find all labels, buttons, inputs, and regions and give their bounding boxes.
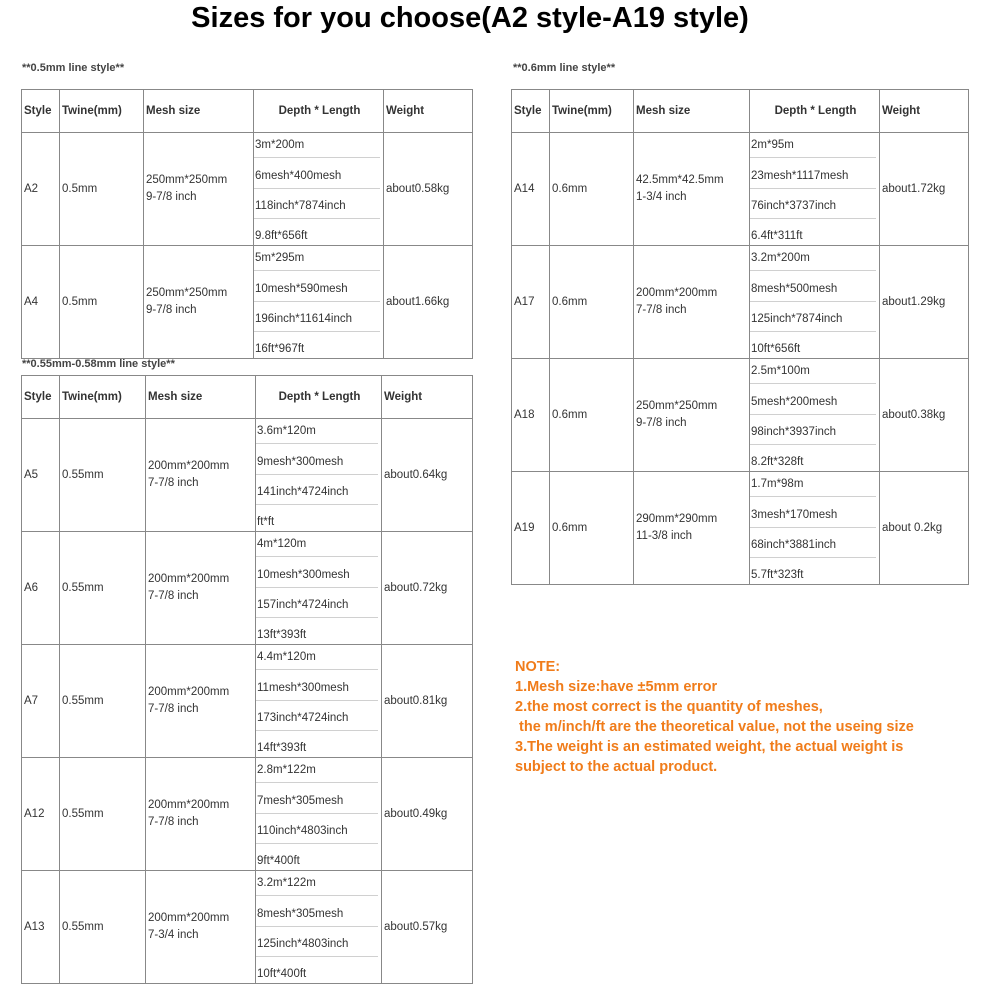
cell-twine: 0.55mm <box>60 871 146 984</box>
depth-length-line: ft*ft <box>257 515 275 528</box>
cell-twine: 0.6mm <box>550 246 634 359</box>
column-header-mesh: Mesh size <box>146 376 256 419</box>
column-header-style: Style <box>512 90 550 133</box>
depth-length-line: 8.2ft*328ft <box>751 455 804 468</box>
depth-length-line: 125inch*4803inch <box>256 932 378 957</box>
table-row <box>22 645 473 758</box>
table-caption-06: **0.6mm line style** <box>513 62 616 74</box>
cell-depth-length <box>750 359 880 472</box>
depth-length-line: 10mesh*300mesh <box>256 563 378 588</box>
column-header-style: Style <box>22 376 60 419</box>
cell-twine: 0.5mm <box>60 133 144 246</box>
cell-mesh-size <box>146 871 256 984</box>
mesh-size-line: 7-7/8 inch <box>148 816 199 828</box>
depth-length-line: 14ft*393ft <box>257 741 307 754</box>
cell-mesh-size <box>144 246 254 359</box>
table-row <box>512 359 969 472</box>
cell-weight: about0.38kg <box>880 359 969 472</box>
depth-length-line: 11mesh*300mesh <box>256 676 378 701</box>
mesh-size-line: 9-7/8 inch <box>146 191 197 203</box>
column-header-weight: Weight <box>382 376 473 419</box>
mesh-size-line: 1-3/4 inch <box>636 191 687 203</box>
mesh-size-line: 42.5mm*42.5mm <box>636 173 724 186</box>
cell-depth-length <box>256 758 382 871</box>
table-row <box>22 419 473 532</box>
depth-length-line: 141inch*4724inch <box>256 480 378 505</box>
cell-weight: about1.66kg <box>384 246 473 359</box>
spec-table-06 <box>511 89 969 585</box>
mesh-size-line: 7-7/8 inch <box>148 477 199 489</box>
mesh-size-line: 9-7/8 inch <box>636 417 687 429</box>
table-row <box>22 133 473 246</box>
depth-length-line: 8mesh*305mesh <box>256 902 378 927</box>
cell-depth-length <box>256 871 382 984</box>
column-header-mesh: Mesh size <box>634 90 750 133</box>
depth-length-line: 6mesh*400mesh <box>254 164 380 189</box>
cell-twine: 0.6mm <box>550 472 634 585</box>
cell-weight: about1.29kg <box>880 246 969 359</box>
depth-length-line: 2m*95m <box>750 133 876 158</box>
mesh-size-line: 7-7/8 inch <box>148 703 199 715</box>
column-header-twine: Twine(mm) <box>60 90 144 133</box>
mesh-size-line: 7-7/8 inch <box>636 304 687 316</box>
spec-table-05 <box>21 89 473 359</box>
cell-twine: 0.55mm <box>60 645 146 758</box>
mesh-size-line: 9-7/8 inch <box>146 304 197 316</box>
cell-weight: about0.49kg <box>382 758 473 871</box>
depth-length-line: 5mesh*200mesh <box>750 390 876 415</box>
table-row <box>22 758 473 871</box>
table-header-row <box>22 376 473 419</box>
cell-weight: about 0.2kg <box>880 472 969 585</box>
cell-mesh-size <box>634 246 750 359</box>
cell-style: A14 <box>512 133 550 246</box>
cell-mesh-size <box>634 472 750 585</box>
cell-depth-length <box>254 246 384 359</box>
depth-length-line: 10mesh*590mesh <box>254 277 380 302</box>
depth-length-line: 110inch*4803inch <box>256 819 378 844</box>
cell-weight: about0.64kg <box>382 419 473 532</box>
note-line-2: 2.the most correct is the quantity of meshes, <box>515 699 823 715</box>
depth-length-line: 9mesh*300mesh <box>256 450 378 475</box>
cell-depth-length <box>256 532 382 645</box>
cell-weight: about1.72kg <box>880 133 969 246</box>
depth-length-line: 13ft*393ft <box>257 628 307 641</box>
cell-twine: 0.5mm <box>60 246 144 359</box>
mesh-size-line: 200mm*200mm <box>148 572 230 585</box>
cell-weight: about0.81kg <box>382 645 473 758</box>
cell-depth-length <box>256 419 382 532</box>
cell-style: A2 <box>22 133 60 246</box>
depth-length-line: 9.8ft*656ft <box>255 229 308 242</box>
depth-length-line: 2.5m*100m <box>750 359 876 384</box>
cell-mesh-size <box>634 359 750 472</box>
depth-length-line: 1.7m*98m <box>750 472 876 497</box>
mesh-size-line: 200mm*200mm <box>148 685 230 698</box>
mesh-size-line: 250mm*250mm <box>146 173 228 186</box>
column-header-style: Style <box>22 90 60 133</box>
mesh-size-line: 11-3/8 inch <box>636 530 693 542</box>
cell-depth-length <box>254 133 384 246</box>
depth-length-line: 10ft*656ft <box>751 342 801 355</box>
depth-length-line: 125inch*7874inch <box>750 307 876 332</box>
table-row <box>512 133 969 246</box>
table-caption-05: **0.5mm line style** <box>22 62 125 74</box>
note-heading: NOTE: <box>515 659 561 675</box>
cell-style: A12 <box>22 758 60 871</box>
column-header-dl: Depth * Length <box>254 90 384 133</box>
depth-length-line: 5m*295m <box>254 246 380 271</box>
depth-length-line: 173inch*4724inch <box>256 706 378 731</box>
column-header-twine: Twine(mm) <box>550 90 634 133</box>
depth-length-line: 3m*200m <box>254 133 380 158</box>
mesh-size-line: 7-7/8 inch <box>148 590 199 602</box>
cell-mesh-size <box>146 532 256 645</box>
mesh-size-line: 7-3/4 inch <box>148 929 199 941</box>
cell-depth-length <box>256 645 382 758</box>
table-row <box>512 246 969 359</box>
cell-twine: 0.55mm <box>60 532 146 645</box>
column-header-dl: Depth * Length <box>256 376 382 419</box>
depth-length-line: 3.6m*120m <box>256 419 378 444</box>
mesh-size-line: 200mm*200mm <box>148 798 230 811</box>
cell-style: A17 <box>512 246 550 359</box>
cell-mesh-size <box>146 758 256 871</box>
cell-weight: about0.72kg <box>382 532 473 645</box>
cell-twine: 0.6mm <box>550 133 634 246</box>
cell-weight: about0.57kg <box>382 871 473 984</box>
depth-length-line: 10ft*400ft <box>257 967 307 980</box>
cell-depth-length <box>750 472 880 585</box>
depth-length-line: 3.2m*122m <box>256 871 378 896</box>
depth-length-line: 68inch*3881inch <box>750 533 876 558</box>
table-caption-055: **0.55mm-0.58mm line style** <box>22 358 175 370</box>
cell-style: A19 <box>512 472 550 585</box>
note-line-5: subject to the actual product. <box>515 759 718 775</box>
cell-twine: 0.6mm <box>550 359 634 472</box>
mesh-size-line: 250mm*250mm <box>146 286 228 299</box>
cell-style: A5 <box>22 419 60 532</box>
depth-length-line: 3.2m*200m <box>750 246 876 271</box>
column-header-weight: Weight <box>384 90 473 133</box>
column-header-twine: Twine(mm) <box>60 376 146 419</box>
note-line-4: 3.The weight is an estimated weight, the actual weight is <box>515 739 904 755</box>
table-header-row <box>512 90 969 133</box>
cell-twine: 0.55mm <box>60 419 146 532</box>
note-line-3: the m/inch/ft are the theoretical value, not the useing size <box>515 719 914 735</box>
depth-length-line: 118inch*7874inch <box>254 194 380 219</box>
depth-length-line: 7mesh*305mesh <box>256 789 378 814</box>
depth-length-line: 196inch*11614inch <box>254 307 380 332</box>
column-header-dl: Depth * Length <box>750 90 880 133</box>
cell-mesh-size <box>146 419 256 532</box>
cell-style: A18 <box>512 359 550 472</box>
table-row <box>512 472 969 585</box>
depth-length-line: 8mesh*500mesh <box>750 277 876 302</box>
depth-length-line: 5.7ft*323ft <box>751 568 804 581</box>
table-row <box>22 532 473 645</box>
spec-table-055 <box>21 375 473 984</box>
depth-length-line: 16ft*967ft <box>255 342 305 355</box>
column-header-weight: Weight <box>880 90 969 133</box>
table-header-row <box>22 90 473 133</box>
column-header-mesh: Mesh size <box>144 90 254 133</box>
mesh-size-line: 200mm*200mm <box>636 286 718 299</box>
depth-length-line: 98inch*3937inch <box>750 420 876 445</box>
table-row <box>22 871 473 984</box>
depth-length-line: 76inch*3737inch <box>750 194 876 219</box>
cell-style: A6 <box>22 532 60 645</box>
note-line-1: 1.Mesh size:have ±5mm error <box>515 679 718 695</box>
mesh-size-line: 250mm*250mm <box>636 399 718 412</box>
cell-twine: 0.55mm <box>60 758 146 871</box>
note-box <box>515 657 995 777</box>
depth-length-line: 6.4ft*311ft <box>751 229 803 242</box>
depth-length-line: 4m*120m <box>256 532 378 557</box>
depth-length-line: 9ft*400ft <box>257 854 300 867</box>
page-title: Sizes for you choose(A2 style-A19 style) <box>191 2 749 34</box>
table-row <box>22 246 473 359</box>
depth-length-line: 157inch*4724inch <box>256 593 378 618</box>
cell-depth-length <box>750 246 880 359</box>
cell-mesh-size <box>144 133 254 246</box>
cell-mesh-size <box>146 645 256 758</box>
cell-style: A7 <box>22 645 60 758</box>
cell-style: A4 <box>22 246 60 359</box>
mesh-size-line: 200mm*200mm <box>148 459 230 472</box>
depth-length-line: 3mesh*170mesh <box>750 503 876 528</box>
cell-depth-length <box>750 133 880 246</box>
cell-weight: about0.58kg <box>384 133 473 246</box>
cell-mesh-size <box>634 133 750 246</box>
cell-style: A13 <box>22 871 60 984</box>
depth-length-line: 4.4m*120m <box>256 645 378 670</box>
depth-length-line: 23mesh*1117mesh <box>750 164 876 189</box>
depth-length-line: 2.8m*122m <box>256 758 378 783</box>
mesh-size-line: 290mm*290mm <box>636 512 718 525</box>
mesh-size-line: 200mm*200mm <box>148 911 230 924</box>
